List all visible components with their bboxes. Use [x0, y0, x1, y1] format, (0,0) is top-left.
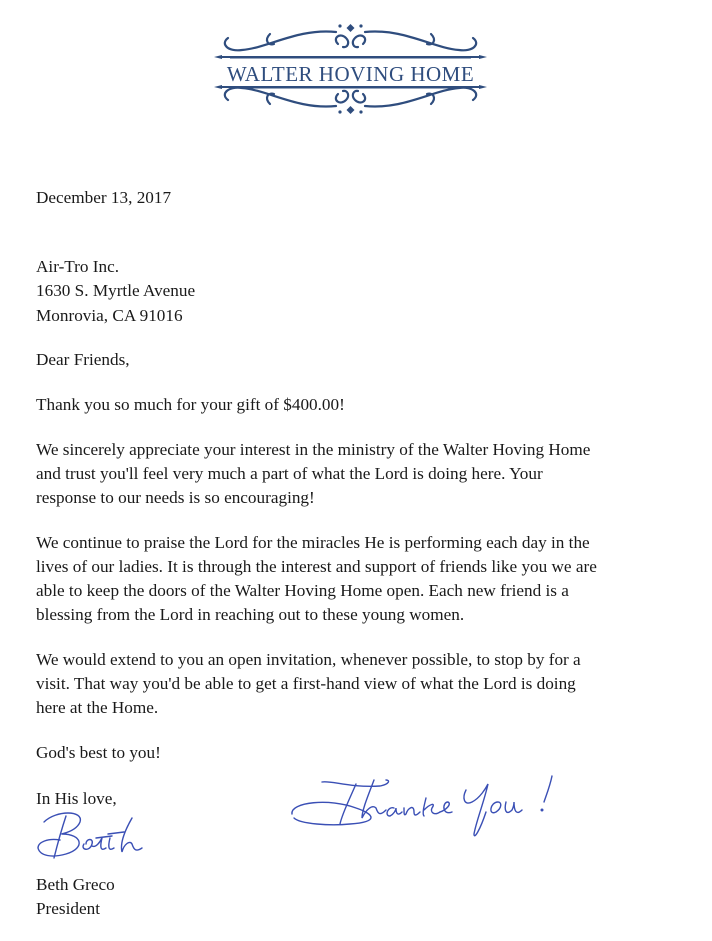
signature-image: [36, 808, 146, 864]
letterhead-logo: [208, 14, 493, 124]
paragraph-line: We sincerely appreciate your interest in the ministry of the Walter Hoving Home: [36, 440, 591, 459]
paragraph-line: Thank you so much for your gift of $400.00!: [36, 395, 345, 414]
paragraph-line: lives of our ladies. It is through the interest and support of friends like you we are: [36, 557, 597, 576]
paragraph-line: blessing from the Lord in reaching out to these young women.: [36, 605, 465, 624]
closing: In His love,: [36, 789, 117, 808]
salutation: Dear Friends,: [36, 350, 130, 369]
paragraph-line: response to our needs is so encouraging!: [36, 488, 315, 507]
paragraph-line: and trust you'll feel very much a part of what the Lord is doing here. Your: [36, 464, 543, 483]
paragraph-line: visit. That way you'd be able to get a first-hand view of what the Lord is doing: [36, 674, 576, 693]
paragraph-line: here at the Home.: [36, 698, 159, 717]
signer-title: President: [36, 899, 100, 918]
handwritten-thank-you: [290, 772, 560, 842]
recipient-street: 1630 S. Myrtle Avenue: [36, 281, 196, 300]
paragraph-line: We would extend to you an open invitation, whenever possible, to stop by for a: [36, 650, 581, 669]
paragraph-line: able to keep the doors of the Walter Hoving Home open. Each new friend is a: [36, 581, 569, 600]
recipient-city: Monrovia, CA 91016: [36, 306, 183, 325]
letter-date: December 13, 2017: [36, 188, 172, 207]
org-name: WALTER HOVING HOME: [226, 62, 475, 86]
recipient-name: Air-Tro Inc.: [36, 257, 120, 276]
paragraph-line: We continue to praise the Lord for the miracles He is performing each day in the: [36, 533, 590, 552]
signer-name: Beth Greco: [36, 875, 115, 894]
closing-wish: God's best to you!: [36, 743, 161, 762]
